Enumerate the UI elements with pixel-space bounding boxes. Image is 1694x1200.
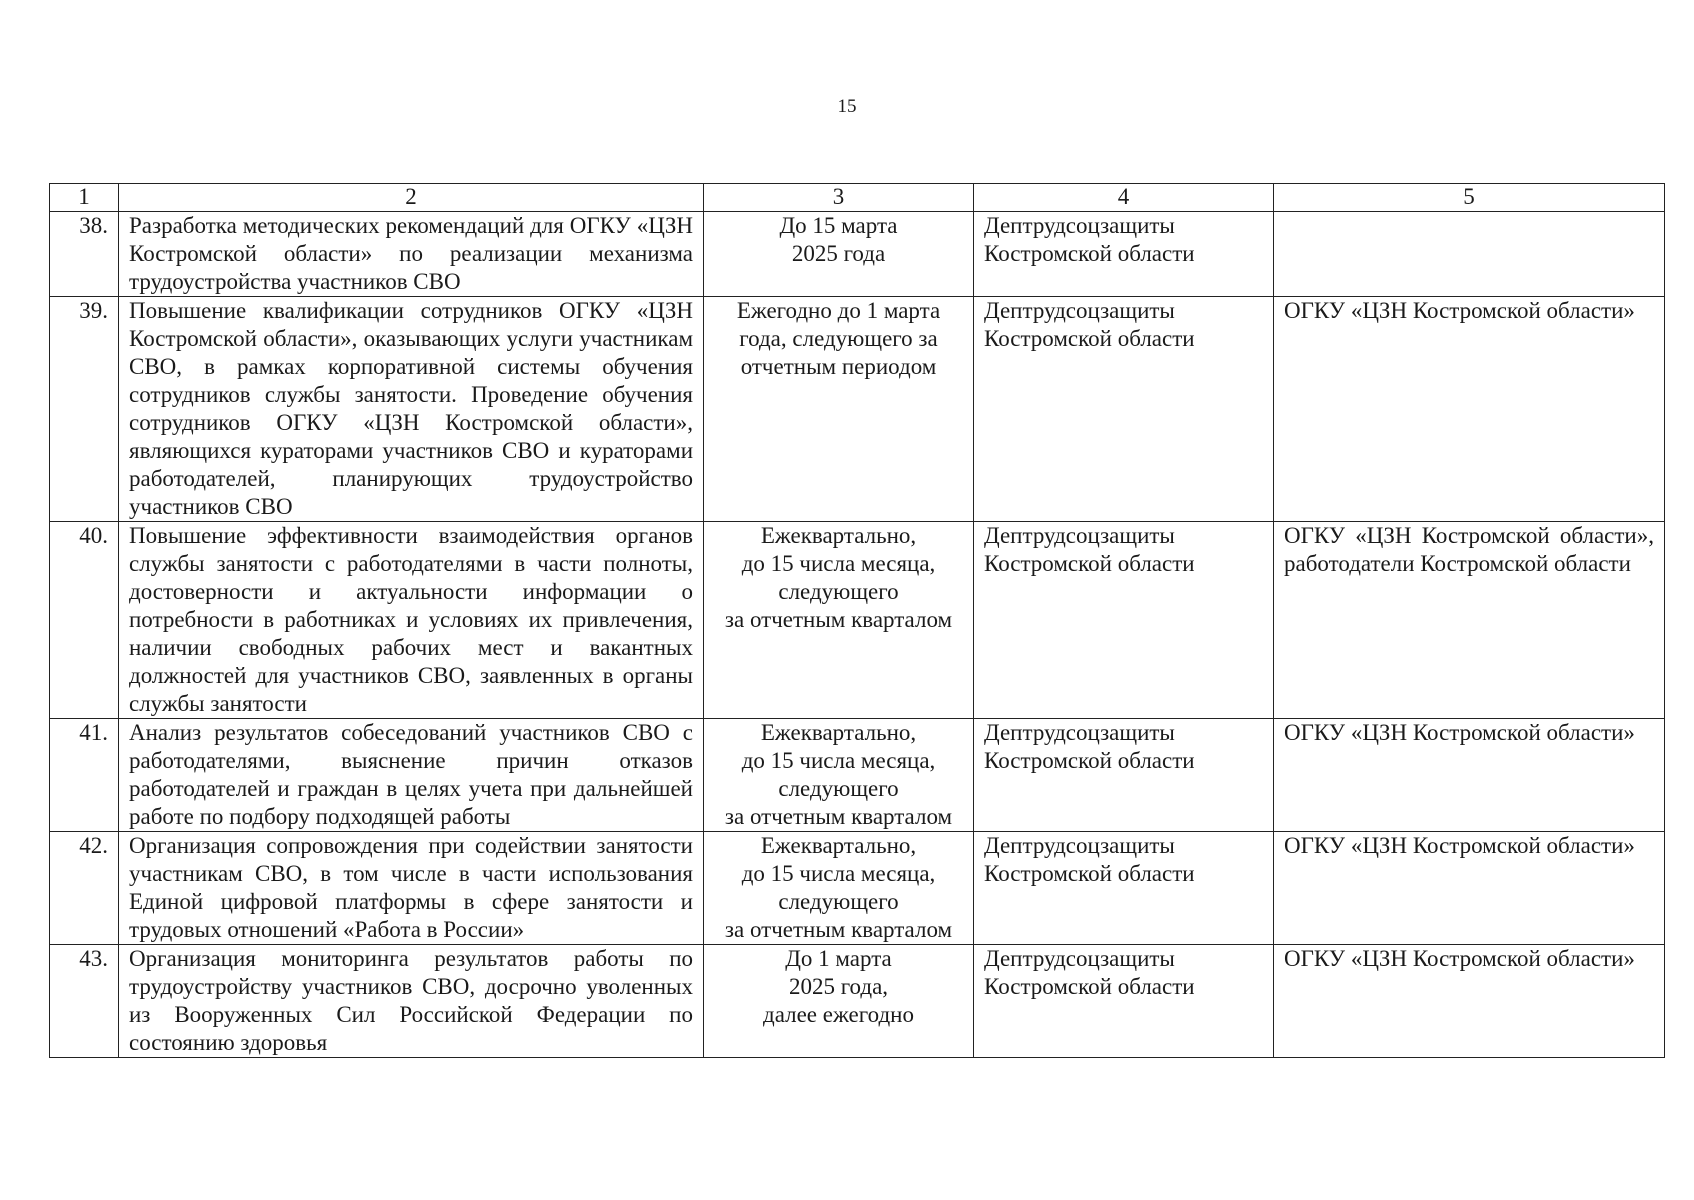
action-description: Организация мониторинга результатов работы по трудоустройству участников СВО, досрочно уволенных из Вооруженных Сил Российской Федерации по состоянию здоровья <box>119 945 704 1058</box>
deadline: До 15 марта 2025 года <box>704 212 974 297</box>
co-executors: ОГКУ «ЦЗН Костромской области» <box>1274 719 1665 832</box>
column-header: 1 <box>50 184 119 212</box>
action-description: Разработка методических рекомендаций для ОГКУ «ЦЗН Костромской области» по реализации механизма трудоустройства участников СВО <box>119 212 704 297</box>
deadline: Ежеквартально, до 15 числа месяца, следующего за отчетным кварталом <box>704 832 974 945</box>
table-row <box>50 297 1665 522</box>
column-number-row <box>50 184 1665 212</box>
action-description: Повышение квалификации сотрудников ОГКУ «ЦЗН Костромской области», оказывающих услуги участникам СВО, в рамках корпоративной системы обучения сотрудников службы занятости. Проведение обучения сотрудников ОГКУ «ЦЗН Костромской области», являющихся кураторами участников СВО и кураторами работодателей, планирующих трудоустройство участников СВО <box>119 297 704 522</box>
page-number: 15 <box>837 96 857 117</box>
responsible: Дептрудсоцзащиты Костромской области <box>974 832 1274 945</box>
action-description: Анализ результатов собеседований участников СВО с работодателями, выяснение причин отказов работодателей и граждан в целях учета при дальнейшей работе по подбору подходящей работы <box>119 719 704 832</box>
responsible: Дептрудсоцзащиты Костромской области <box>974 212 1274 297</box>
column-header: 3 <box>704 184 974 212</box>
deadline: Ежеквартально, до 15 числа месяца, следующего за отчетным кварталом <box>704 522 974 719</box>
table-row <box>50 832 1665 945</box>
responsible: Дептрудсоцзащиты Костромской области <box>974 297 1274 522</box>
action-plan-table <box>49 183 1665 1058</box>
deadline: Ежегодно до 1 марта года, следующего за отчетным периодом <box>704 297 974 522</box>
action-description: Повышение эффективности взаимодействия органов службы занятости с работодателями в части полноты, достоверности и актуальности информации о потребности в работниках и условиях их привлечения, наличии свободных рабочих мест и вакантных должностей для участников СВО, заявленных в органы службы занятости <box>119 522 704 719</box>
table-row <box>50 212 1665 297</box>
row-number: 40. <box>50 522 119 719</box>
responsible: Дептрудсоцзащиты Костромской области <box>974 719 1274 832</box>
co-executors: ОГКУ «ЦЗН Костромской области» <box>1274 297 1665 522</box>
co-executors: ОГКУ «ЦЗН Костромской области», работодатели Костромской области <box>1274 522 1665 719</box>
row-number: 43. <box>50 945 119 1058</box>
action-description: Организация сопровождения при содействии занятости участникам СВО, в том числе в части использования Единой цифровой платформы в сфере занятости и трудовых отношений «Работа в России» <box>119 832 704 945</box>
deadline: Ежеквартально, до 15 числа месяца, следующего за отчетным кварталом <box>704 719 974 832</box>
co-executors: ОГКУ «ЦЗН Костромской области» <box>1274 945 1665 1058</box>
column-header: 2 <box>119 184 704 212</box>
table-row <box>50 945 1665 1058</box>
column-header: 4 <box>974 184 1274 212</box>
column-header: 5 <box>1274 184 1665 212</box>
row-number: 41. <box>50 719 119 832</box>
responsible: Дептрудсоцзащиты Костромской области <box>974 522 1274 719</box>
co-executors <box>1274 212 1665 297</box>
table-row <box>50 719 1665 832</box>
responsible: Дептрудсоцзащиты Костромской области <box>974 945 1274 1058</box>
table-row <box>50 522 1665 719</box>
row-number: 42. <box>50 832 119 945</box>
row-number: 38. <box>50 212 119 297</box>
co-executors: ОГКУ «ЦЗН Костромской области» <box>1274 832 1665 945</box>
row-number: 39. <box>50 297 119 522</box>
deadline: До 1 марта 2025 года, далее ежегодно <box>704 945 974 1058</box>
